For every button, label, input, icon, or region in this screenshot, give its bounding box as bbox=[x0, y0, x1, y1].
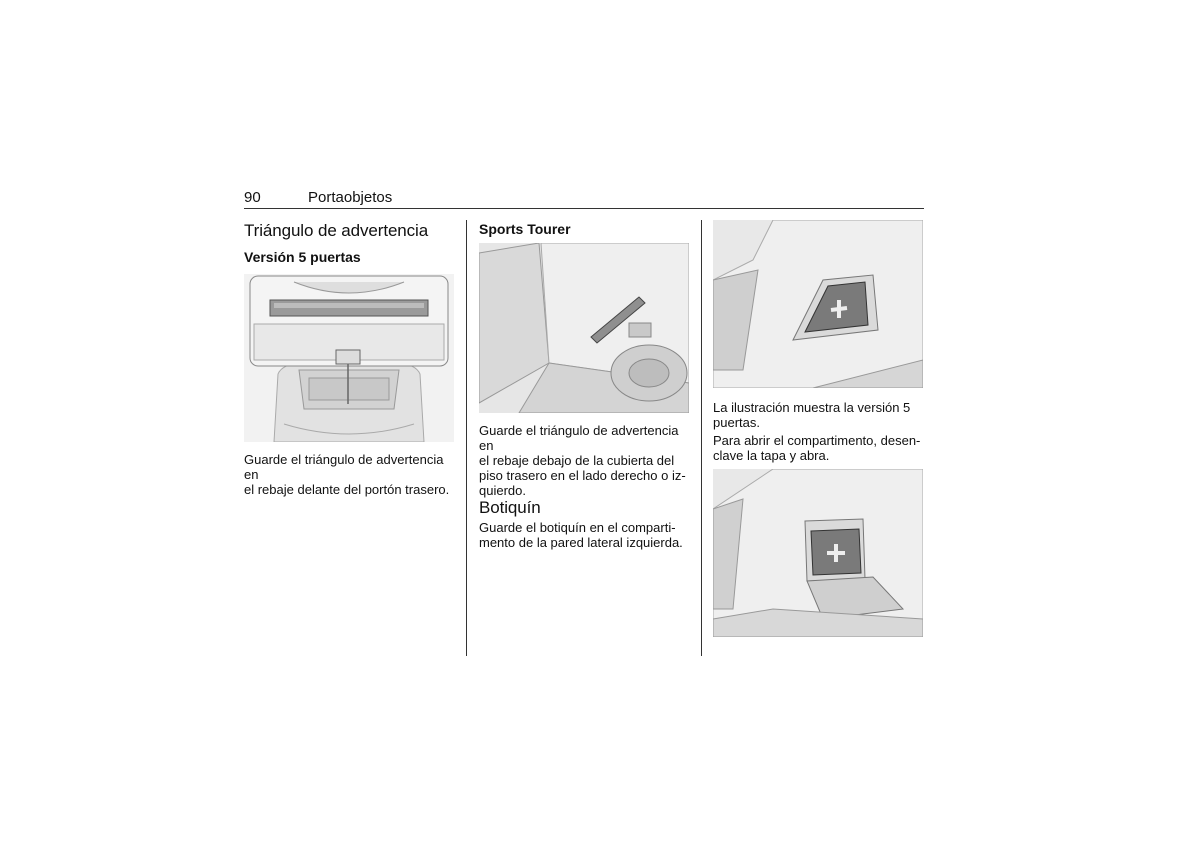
text-first-aid: Guarde el botiquín en el comparti- mento de la pared lateral izquierda. bbox=[479, 520, 683, 550]
figure-first-aid-closed bbox=[713, 220, 923, 388]
page-number: 90 bbox=[244, 189, 261, 206]
text-illustration-version: La ilustración muestra la versión 5 puertas. bbox=[713, 400, 911, 430]
column-divider-1 bbox=[466, 220, 467, 656]
text-open-compartment: Para abrir el compartimento, desen- clave la tapa y abra. bbox=[713, 433, 921, 463]
text-triangle-sports-tourer: Guarde el triángulo de advertencia en el rebaje debajo de la cubierta del piso trasero en el lado derecho o iz- quierdo. bbox=[479, 423, 686, 498]
hatchback-rear-illustration bbox=[244, 274, 454, 442]
section-heading-triangle: Triángulo de advertencia bbox=[244, 221, 429, 240]
figure-first-aid-open bbox=[713, 469, 923, 637]
figure-triangle-hatchback bbox=[244, 274, 454, 442]
text-triangle-hatchback: Guarde el triángulo de advertencia en el rebaje delante del portón trasero. bbox=[244, 452, 450, 497]
column-divider-2 bbox=[701, 220, 702, 656]
header-rule bbox=[244, 208, 924, 209]
first-aid-kit-illustration bbox=[713, 220, 923, 388]
figure-triangle-sports-tourer bbox=[479, 243, 689, 413]
running-head: Portaobjetos bbox=[308, 189, 393, 206]
subheading-5-doors: Versión 5 puertas bbox=[244, 249, 361, 265]
sports-tourer-trunk-illustration bbox=[479, 243, 689, 413]
subheading-sports-tourer: Sports Tourer bbox=[479, 221, 571, 237]
section-heading-first-aid: Botiquín bbox=[479, 498, 541, 517]
open-compartment-illustration bbox=[713, 469, 923, 637]
